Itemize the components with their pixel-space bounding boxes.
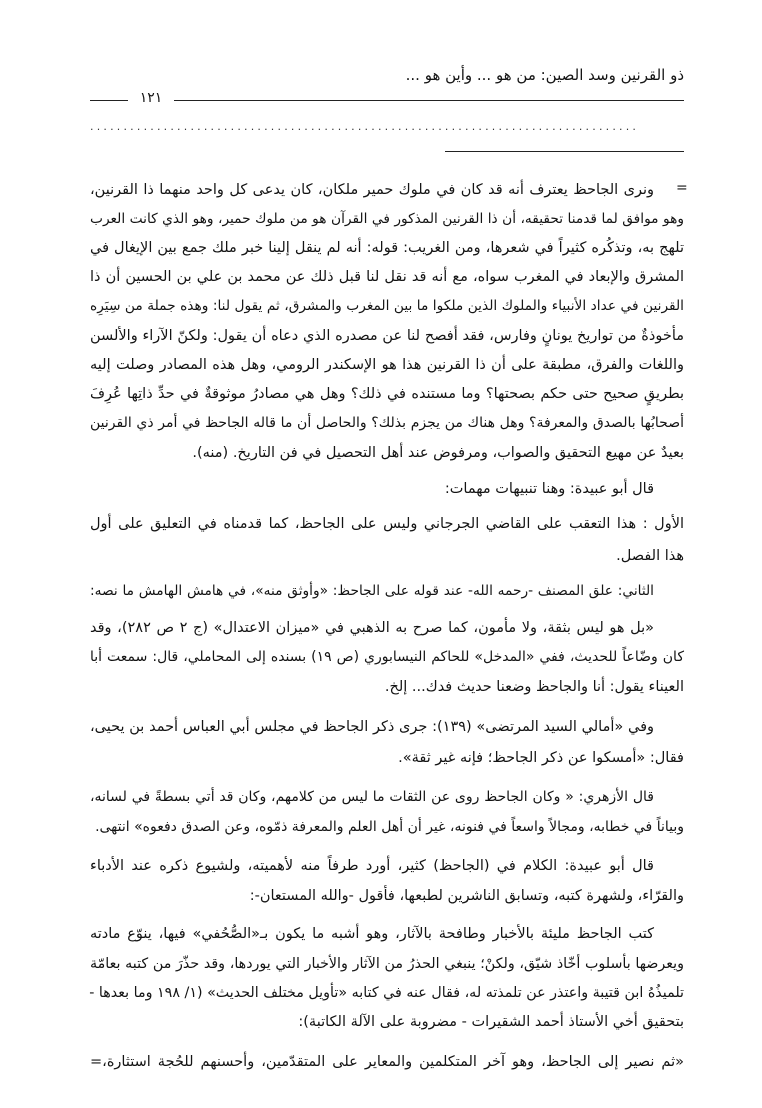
text-line: القرنين في عداد الأنبياء والملوك الذين ملكوا ما بين المغرب والمشرق، ثم يقول لنا: وهذه جملة من سِيَرِه	[90, 298, 684, 314]
text-line: المشرق والإبعاد في المغرب سواه، مع أنه قد نقل لنا قبل ذلك عن محمد بن علي بن الحسين أن ذا	[90, 269, 684, 285]
text-line: «بل هو ليس بثقة، ولا مأمون، كما صرح به الذهبي في «ميزان الاعتدال» (ج ٢ ص ٢٨٢)، وقد	[90, 620, 654, 636]
dotted-separator: ..................................................................................	[90, 120, 640, 132]
text-line: الثاني: علق المصنف -رحمه الله- عند قوله على الجاحظ: «وأوثق منه»، في هامش الهامش ما نصه:	[90, 583, 654, 599]
text-line: فقال: «أمسكوا عن ذكر الجاحظ؛ فإنه غير ثقة».	[398, 750, 684, 766]
text-line: قال أبو عبيدة: وهنا تنبيهات مهمات:	[444, 481, 654, 497]
text-line: قال أبو عبيدة: الكلام في (الجاحظ) كثير، أورد طرفاً منه لأهميته، ولشيوع ذكره عند الأدباء	[90, 858, 654, 874]
text-line: «ثم نصير إلى الجاحظ، وهو آخر المتكلمين والمعاير على المتقدّمين، وأحسنهم للحُجة استثارة،=	[90, 1054, 684, 1070]
text-line: تلهج به، وتذكُره كثيراً في شعرها، ومن الغريب: قوله: أنه لم ينقل إلينا خبر ملك جمع بين الإيغال في	[90, 240, 684, 256]
text-line: الأول : هذا التعقب على القاضي الجرجاني وليس على الجاحظ، كما قدمناه في التعليق على أول	[90, 516, 684, 532]
text-line: بطريقٍ صحيح حتى حكم بصحتها؟ وما مستنده في ذلك؟ وهل هي مصادرُ موثوقةٌ في حدِّ ذاتِها عُرِفَ	[90, 386, 684, 402]
continuation-mark: =	[676, 180, 688, 196]
text-line: أصحابُها بالصدق والمعرفة؟ وهل هناك من يجزم بذلك؟ والحاصل أن ما قاله الجاحظ في أمر ذي القرنين	[90, 415, 684, 431]
text-line: والقرّاء، ولشهرة كتبه، وتسابق الناشرين لطبعها، فأقول -والله المستعان-:	[249, 888, 684, 904]
text-line: هذا الفصل.	[616, 548, 684, 564]
text-line: واللغات والفرق، مطبقة على أن ذا القرنين هذا هو الإسكندر الرومي، وهل هذه المصادر وصلت إليه	[90, 357, 684, 373]
page-number: ١٢١	[128, 90, 174, 106]
text-line: بتحقيق أخي الأستاذ أحمد الشقيرات - مضروبة على الآلة الكاتبة):	[298, 1014, 684, 1030]
text-line: ويعرضها بأسلوب أخّاذ شيّق، ولكنْ؛ ينبغي الحذرُ من الآثار والأخبار التي يوردها، وقد حذّرَ من كتبه بعامّة	[90, 956, 684, 972]
text-line: العيناء يقول: أنا والجاحظ وضعنا حديث فدك... إلخ.	[384, 679, 684, 695]
header-rule	[90, 100, 684, 101]
footnote-rule	[445, 151, 684, 152]
text-line: قال الأزهري: « وكان الجاحظ روى عن الثقات ما ليس من كلامهم، وكان قد أتي بسطةً في لسانه،	[90, 789, 654, 805]
text-line: كتب الجاحظ مليئة بالأخبار وطافحة بالآثار، وهو أشبه ما يكون بـ«الصُّحُفي» فيها، ينوّع مادته	[90, 926, 654, 942]
text-line: بعيدٌ عن مهيع التحقيق والصواب، ومرفوض عند أهل التحصيل في فن التاريخ. (منه).	[192, 445, 684, 461]
text-line: وبياناً في خطابه، ومجالاً واسعاً في فنونه، غير أن أهل العلم والمعرفة ذمّوه، وعن الصدق دفعوه» انتهى.	[95, 819, 684, 835]
running-header-title: ذو القرنين وسد الصين: من هو ... وأين هو ...	[405, 66, 684, 84]
text-line: تلميذُهُ ابن قتيبة واعتذر عن تلمذته له، فقال عنه في كتابه «تأويل مختلف الحديث» (١/ ١٩٨ وما بعدها -	[89, 985, 684, 1001]
text-line: وفي «أمالي السيد المرتضى» (١٣٩): جرى ذكر الجاحظ في مجلس أبي العباس أحمد بن يحيى،	[90, 719, 655, 735]
text-line: كان وضّاعاً للحديث، ففي «المدخل» للحاكم النيسابوري (ص ١٩) بسنده إلى المحاملي، قال: سمعت أبا	[90, 649, 684, 665]
text-line: مأخوذةٌ من تواريخ يونانٍ وفارس، فقد أفصح لنا عن مصدره الذي دعاه أن يقول: ولكنّ الآراء والألسن	[90, 328, 684, 344]
text-line: ونرى الجاحظ يعترف أنه قد كان في ملوك حمير ملكان، كان يدعى كل واحد منهما ذا القرنين،	[90, 182, 654, 198]
text-line: وهو موافق لما قدمنا تحقيقه، أن ذا القرنين المذكور في القرآن هو من ملوك حمير، وهو الذي كانت العرب	[90, 211, 684, 227]
